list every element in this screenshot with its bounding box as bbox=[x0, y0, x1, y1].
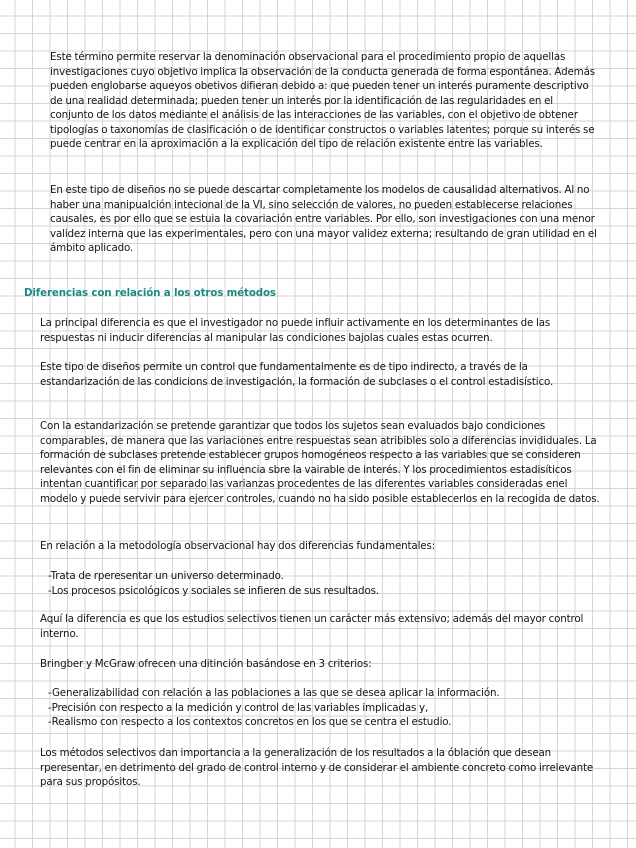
list-item: -Los procesos psicológicos y sociales se infieren de sus resultados. bbox=[48, 584, 379, 597]
paragraph-extensive: Aquí la diferencia es que los estudios selectivos tienen un carácter más extensivo; además del mayor control interno. bbox=[40, 613, 584, 640]
paragraph-causality: En este tipo de diseños no se puede descartar completamente los modelos de causalidad alternativos. Al no haber una manipualción intecional de la VI, sino selección de valores, no pueden establecerse relaciones causales, es por ello que se estuia la covariación entre variables. Por ello, son investigaciones con una menor validez interna que las experimentales, pero con una mayor validez externa; resultando de gran utilidad en el ámbito aplicado. bbox=[50, 184, 597, 254]
list-item: -Realismo con respecto a los contextos concretos en los que se centra el estudio. bbox=[48, 716, 452, 728]
differences-list bbox=[48, 569, 588, 598]
paragraph-criteria-intro: Bringber y McGraw ofrecen una ditinción basándose en 3 criterios: bbox=[40, 658, 372, 670]
paragraph-selective-methods: Los métodos selectivos dan importancia a la generalización de los resultados a la óblación que desean rperesentar, en detrimento del grado de control interno y de considerar el ambiente concreto como irrelevante para sus propósitos. bbox=[40, 747, 594, 788]
paragraph-indirect-control: Este tipo de diseños permite un control que fundamentalmente es de tipo indirecto, a través de la estandarización de las condicions de investigación, la formación de subclases o el control estadisístico. bbox=[40, 361, 554, 388]
paragraph-standardization: Con la estandarización se pretende garantizar que todos los sujetos sean evaluados bajo condiciones comparables, de manera que las variaciones entre respuestas sean atribibles solo a diferencias invididuales. La formación de subclases pretende establecer grupos homogéneos respecto a las variables que se consideren relevantes con el fin de eliminar su influencia sbre la vairable de interés. Y los procedimientos estadisíticos intentan cuantificar por separado las varianzas procedentes de las diferentes variables consideradas enel modelo y puede servivir para ejercer controles, cuando no ha sido posible establecerlos en la recogida de datos. bbox=[40, 420, 600, 505]
paragraph-observational-differences: En relación a la metodología observacional hay dos diferencias fundamentales: bbox=[40, 540, 436, 552]
section-heading: Diferencias con relación a los otros métodos bbox=[24, 287, 276, 299]
list-item: -Generalizabilidad con relación a las poblaciones a las que se desea aplicar la información. bbox=[48, 687, 500, 699]
criteria-list bbox=[48, 686, 588, 730]
paragraph-observational-definition: Este término permite reservar la denominación observacional para el procedimiento propio de aquellas investigaciones cuyo objetivo implica la observación de la conducta generada de forma espontánea. Además pueden englobarse aqueyos obetivos difieran debido a: que pueden tener un interés puramente descriptivo de una realidad determinada; pueden tener un interés por la identificación de las regularidades en el conjunto de los datos mediante el análisis de las interacciones de las variables, con el objetivo de obtener tipologías o taxonomías de clasificación o de identificar constructos o variables latentes; porque su interés se puede centrar en la aproximación a la explicación del tipo de relación existente entre las variables. bbox=[50, 51, 595, 150]
paragraph-main-difference: La principal diferencia es que el investigador no puede influir activamente en los determinantes de las respuestas ni inducir diferencias al manipular las condiciones bajolas cuales estas ocurren. bbox=[40, 317, 551, 344]
list-item: -Precisión con respecto a la medición y control de las variables implicadas y, bbox=[48, 701, 429, 714]
list-item: -Trata de rperesentar un universo determinado. bbox=[48, 570, 284, 582]
